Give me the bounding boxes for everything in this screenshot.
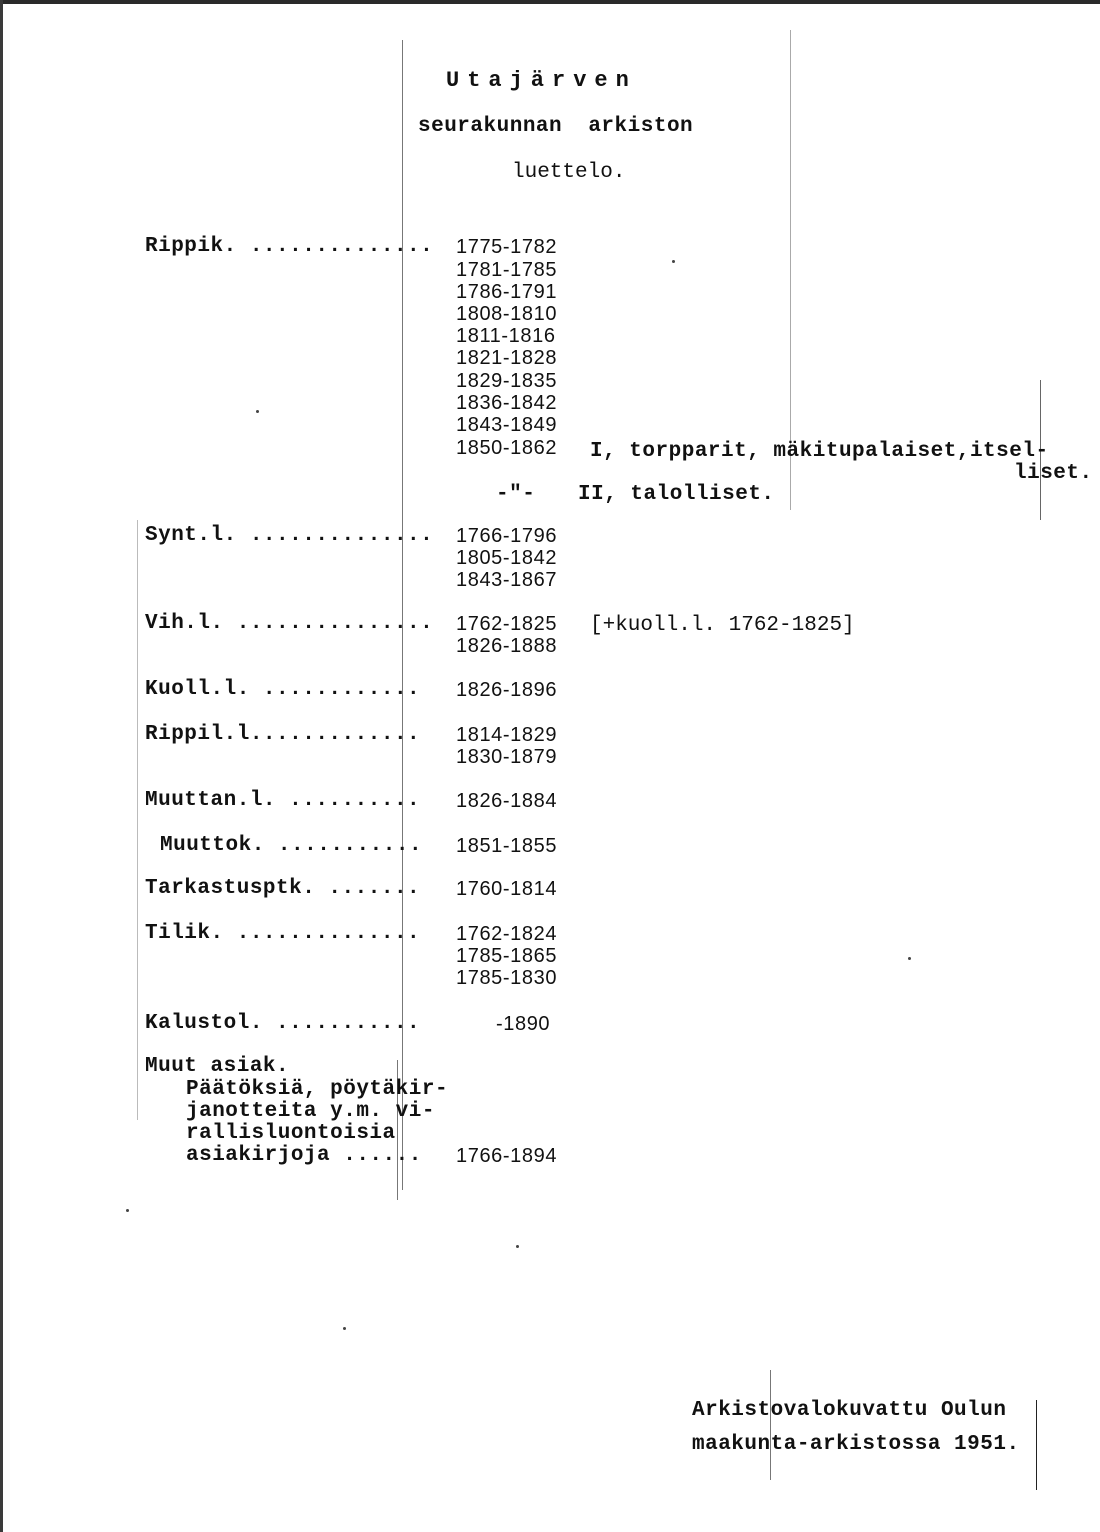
entry-note: [+kuoll.l. 1762-1825] [590,614,855,637]
archive-stamp-line2: maakunta-arkistossa 1951. [692,1433,1020,1456]
entry-label-tarkastusptk: Tarkastusptk. ....... [145,877,421,900]
entry-years: 1808-1810 [456,303,558,325]
entry-years: 1814-1829 [456,724,558,746]
entry-years: 1836-1842 [456,392,558,414]
entry-note: liset. [1014,462,1093,485]
scan-speck [516,1245,519,1248]
entry-label-kalustol: Kalustol. ........... [145,1012,421,1035]
entry-label-tilik: Tilik. .............. [145,922,421,945]
entry-label-muuttan: Muuttan.l. .......... [145,789,421,812]
entry-years: 1829-1835 [456,370,558,392]
other-line: rallisluontoisia [186,1122,396,1145]
entry-years: 1805-1842 [456,547,558,569]
entry-label-vih: Vih.l. ............... [145,612,434,635]
entry-label-muuttok: Muuttok. ........... [160,834,423,857]
fold-line [770,1370,771,1480]
entry-years: 1826-1896 [456,679,558,701]
fold-line [137,520,138,1120]
doc-title-line2: seurakunnan arkiston [418,115,694,138]
scan-speck [126,1209,129,1212]
entry-years: 1785-1865 [456,945,558,967]
entry-years: 1775-1782 [456,236,558,258]
entry-years: 1766-1894 [456,1145,558,1167]
entry-years: -1890 [496,1013,551,1035]
entry-years: 1762-1825 [456,613,558,635]
entry-label-rippil: Rippil.l............. [145,723,421,746]
ditto-mark: -"- [496,483,536,506]
entry-years: 1781-1785 [456,259,558,281]
entry-years: 1843-1849 [456,414,558,436]
scan-edge-left [0,0,3,1532]
scan-speck [256,410,259,413]
other-line: asiakirjoja ...... [186,1144,422,1167]
scan-speck [908,957,911,960]
entry-years: 1786-1791 [456,281,558,303]
entry-years: 1850-1862 [456,437,558,459]
fold-line [790,30,791,510]
doc-title-line3: luettelo. [512,161,626,184]
entry-note: II, talolliset. [578,483,775,506]
entry-years: 1762-1824 [456,923,558,945]
entry-years: 1766-1796 [456,525,558,547]
scan-speck [343,1327,346,1330]
entry-years: 1821-1828 [456,347,558,369]
entry-label-kuoll: Kuoll.l. ............ [145,678,421,701]
doc-title-line1: Utajärven [446,68,637,93]
entry-years: 1785-1830 [456,967,558,989]
entry-years: 1826-1884 [456,790,558,812]
other-line: janotteita y.m. vi- [186,1100,435,1123]
entry-years: 1851-1855 [456,835,558,857]
other-line: Päätöksiä, pöytäkir- [186,1078,449,1101]
scan-speck [672,260,675,263]
other-heading: Muut asiak. [145,1055,290,1078]
fold-line [1036,1400,1037,1490]
scan-edge-top [0,0,1100,4]
entry-years: 1826-1888 [456,635,558,657]
archive-stamp-line1: Arkistovalokuvattu Oulun [692,1399,1007,1422]
entry-label-rippik: Rippik. .............. [145,235,434,258]
entry-note: I, torpparit, mäkitupalaiset,itsel- [590,440,1049,463]
entry-label-synt: Synt.l. .............. [145,524,434,547]
entry-years: 1811-1816 [456,325,556,347]
entry-years: 1760-1814 [456,878,558,900]
entry-years: 1843-1867 [456,569,558,591]
entry-years: 1830-1879 [456,746,558,768]
